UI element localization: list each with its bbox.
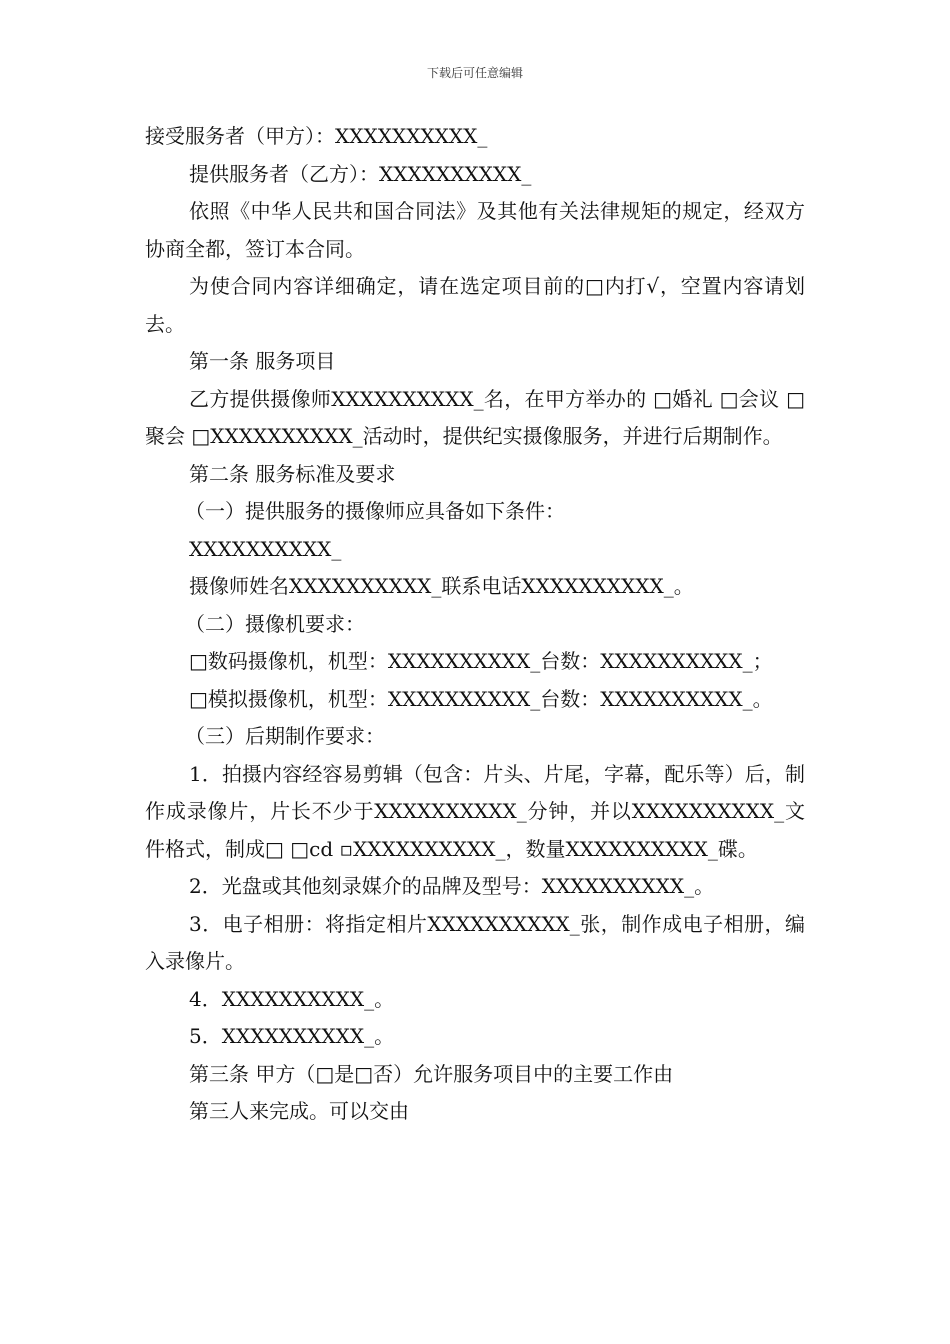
party-a-line: 接受服务者（甲方）：XXXXXXXXXX_	[145, 124, 488, 148]
post-production-item-1: 1．拍摄内容经容易剪辑（包含：片头、片尾，字幕，配乐等）后，制作成录像片，片长不少于XXXXXXXXXX_分钟，并以XXXXXXXXXX_文件格式，制成□ □cd ▫XXXXXXXXXX_，数量XXXXXXXXXX_碟。	[145, 761, 805, 861]
article-3-continuation: 第三人来完成。可以交由	[189, 1099, 409, 1123]
article-2-heading: 第二条 服务标准及要求	[189, 461, 396, 486]
legal-basis-paragraph: 依照《中华人民共和国合同法》及其他有关法律规矩的规定，经双方协商全都，签订本合同。	[145, 199, 805, 261]
article-3-heading: 第三条 甲方（□是□否）允许服务项目中的主要工作由	[189, 1061, 674, 1086]
section-2-heading: （二）摄像机要求：	[185, 611, 365, 636]
header-note: 下载后可任意编辑	[426, 66, 523, 80]
post-production-item-2: 2．光盘或其他刻录媒介的品牌及型号：XXXXXXXXXX_。	[189, 874, 715, 898]
section-1-heading: （一）提供服务的摄像师应具备如下条件：	[185, 499, 565, 523]
digital-camera-line: □数码摄像机，机型：XXXXXXXXXX_台数：XXXXXXXXXX_；	[189, 649, 773, 673]
photographer-conditions-field: XXXXXXXXXX_	[189, 536, 342, 561]
party-b-line: 提供服务者（乙方）：XXXXXXXXXX_	[189, 161, 532, 186]
instruction-paragraph: 为使合同内容详细确定，请在选定项目前的□内打√，空置内容请划去。	[145, 274, 805, 336]
section-3-heading: （三）后期制作要求：	[185, 724, 385, 748]
post-production-item-5: 5．XXXXXXXXXX_。	[189, 1024, 395, 1048]
article-1-content: 乙方提供摄像师XXXXXXXXXX_名，在甲方举办的 □婚礼 □会议 □聚会 □XXXXXXXXXX_活动时，提供纪实摄像服务，并进行后期制作。	[145, 386, 805, 448]
post-production-item-4: 4．XXXXXXXXXX_。	[189, 986, 395, 1011]
post-production-item-3: 3．电子相册：将指定相片XXXXXXXXXX_张，制作成电子相册，编入录像片。	[145, 911, 805, 973]
analog-camera-line: □模拟摄像机，机型：XXXXXXXXXX_台数：XXXXXXXXXX_。	[189, 686, 773, 711]
photographer-contact-line: 摄像师姓名XXXXXXXXXX_联系电话XXXXXXXXXX_。	[189, 574, 694, 598]
contract-body	[145, 118, 805, 1131]
article-1-heading: 第一条 服务项目	[189, 349, 336, 373]
